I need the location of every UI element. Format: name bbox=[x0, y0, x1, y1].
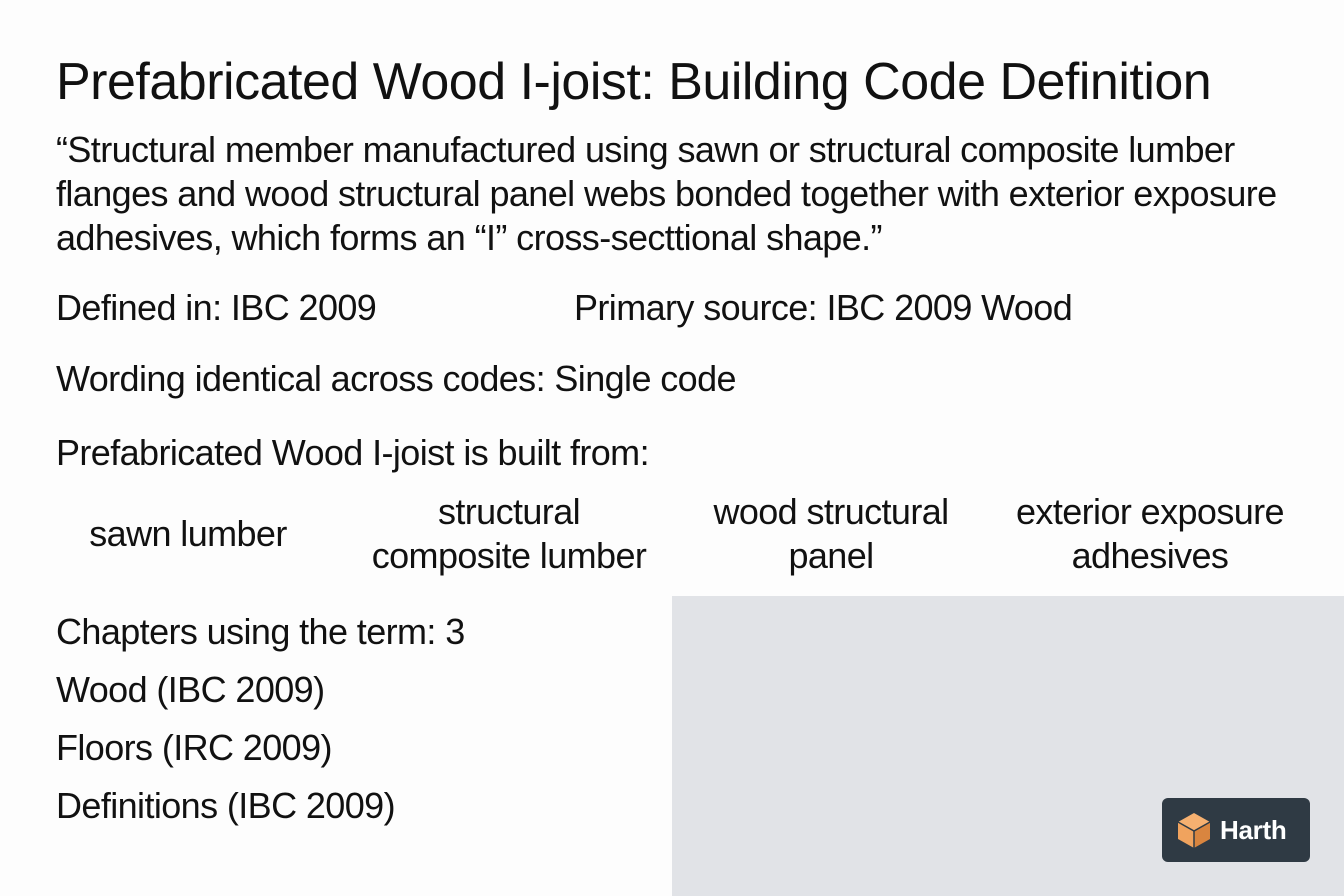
built-from-heading: Prefabricated Wood I-joist is built from: bbox=[56, 432, 649, 473]
component-label-line: adhesives bbox=[1071, 535, 1229, 576]
chapter-list bbox=[56, 668, 395, 842]
wording-identical-label: Wording identical across codes: Single code bbox=[56, 358, 736, 399]
brand-badge bbox=[1162, 798, 1310, 862]
cube-logo-icon bbox=[1174, 810, 1214, 850]
component-label-line: exterior exposure bbox=[1016, 491, 1284, 532]
component-label-line: wood structural bbox=[713, 491, 949, 532]
component-wood-structural-panel bbox=[686, 489, 976, 579]
component-list bbox=[30, 489, 1320, 579]
definition-text: “Structural member manufactured using sawn or structural composite lumber flanges and wood structural panel webs bonded together with exterior exposure adhesives, which forms an “I” cross-secttional shape.” bbox=[56, 129, 1277, 258]
component-label-line: structural bbox=[437, 491, 581, 532]
chapters-count-label: Chapters using the term: 3 bbox=[56, 611, 465, 652]
page-title: Prefabricated Wood I-joist: Building Code Definition bbox=[56, 53, 1212, 111]
component-exterior-exposure-adhesives bbox=[990, 489, 1310, 579]
component-label-line: sawn lumber bbox=[89, 513, 287, 554]
component-label-line: composite lumber bbox=[371, 535, 647, 576]
component-structural-composite-lumber bbox=[352, 489, 666, 579]
component-sawn-lumber bbox=[30, 489, 346, 579]
primary-source-label: Primary source: IBC 2009 Wood bbox=[574, 287, 1073, 328]
chapter-item: Definitions (IBC 2009) bbox=[56, 785, 395, 826]
brand-name: Harth bbox=[1220, 814, 1287, 845]
chapter-item: Floors (IRC 2009) bbox=[56, 727, 332, 768]
component-label-line: panel bbox=[788, 535, 874, 576]
defined-in-label: Defined in: IBC 2009 bbox=[56, 287, 377, 328]
chapter-item: Wood (IBC 2009) bbox=[56, 669, 325, 710]
